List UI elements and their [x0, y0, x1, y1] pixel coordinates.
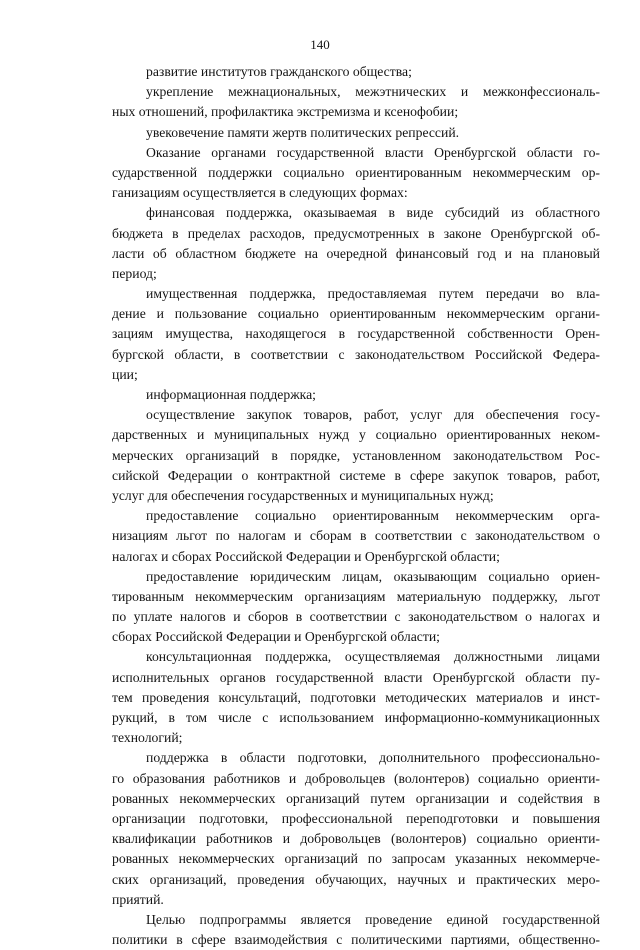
body-text [112, 62, 600, 950]
paragraph-line: рованных некоммерческих организаций по запросам указанных некоммерче- [112, 851, 600, 867]
paragraph [112, 405, 600, 506]
paragraph-line: Оказание органами государственной власти Оренбургской области го- [146, 144, 600, 160]
paragraph-line: информационная поддержка; [146, 387, 316, 402]
paragraph [112, 284, 600, 385]
paragraph-line: ганизациям осуществляется в следующих формах: [112, 185, 408, 201]
paragraph-line: период; [112, 265, 157, 281]
paragraph [112, 143, 600, 204]
paragraph-line: сударственной поддержки социально ориентированным некоммерческим ор- [112, 164, 600, 180]
paragraph-line: сийской Федерации о контрактной системе в сфере закупок товаров, работ, [112, 467, 600, 483]
paragraph-line: тем проведения консультаций, подготовки методических материалов и инст- [112, 689, 600, 705]
paragraph-line: укрепление межнациональных, межэтнических и межконфессиональ- [146, 84, 600, 100]
paragraph-line: Целью подпрограммы является проведение единой государственной [146, 911, 600, 927]
paragraph-line: предоставление социально ориентированным некоммерческим орга- [146, 508, 600, 524]
paragraph-line: го образования работников и добровольцев (волонтеров) социально ориенти- [112, 770, 600, 786]
paragraph-line: дение и пользование социально ориентированным некоммерческим органи- [112, 306, 600, 322]
paragraph-line: поддержка в области подготовки, дополнительного профессионально- [146, 750, 600, 766]
paragraph-line: налогах и сборах Российской Федерации и Оренбургской области; [112, 548, 500, 564]
paragraph-line: сборах Российской Федерации и Оренбургской области; [112, 629, 440, 645]
paragraph [112, 123, 600, 143]
paragraph-line: исполнительных органов государственной власти Оренбургской области пу- [112, 669, 600, 685]
paragraph-line: ных отношений, профилактика экстремизма и ксенофобии; [112, 104, 459, 120]
paragraph-line: бургской области, в соответствии с законодательством Российской Федера- [112, 346, 600, 362]
paragraph-line: политики в сфере взаимодействия с политическими партиями, общественно- [112, 932, 600, 948]
paragraph-line: приятий. [112, 891, 164, 907]
paragraph-line: по уплате налогов и сборов в соответствии с законодательством о налогах и [112, 609, 600, 625]
paragraph-line: технологий; [112, 730, 183, 746]
paragraph-line: осуществление закупок товаров, работ, услуг для обеспечения госу- [146, 407, 600, 423]
paragraph-line: консультационная поддержка, осуществляемая должностными лицами [146, 649, 600, 665]
paragraph-line: дарственных и муниципальных нужд у социально ориентированных неком- [112, 427, 600, 443]
paragraph-line: увековечение памяти жертв политических репрессий. [146, 124, 460, 140]
paragraph [112, 203, 600, 284]
paragraph-line: ции; [112, 366, 138, 382]
paragraph-line: финансовая поддержка, оказываемая в виде субсидий из областного [146, 205, 600, 221]
paragraph-line: ласти об областном бюджете на очередной финансовый год и на плановый [112, 245, 600, 261]
paragraph-line: низациям льгот по налогам и сборам в соответствии с законодательством о [112, 528, 600, 544]
paragraph-line: развитие институтов гражданского общества; [146, 64, 412, 79]
paragraph-line: зациям имущества, находящегося в государственной собственности Орен- [112, 326, 600, 342]
paragraph-line: бюджета в пределах расходов, предусмотренных в законе Оренбургской об- [112, 225, 600, 241]
paragraph [112, 567, 600, 648]
paragraph-line: тированным некоммерческим организациям материальную поддержку, льгот [112, 588, 600, 604]
paragraph-line: имущественная поддержка, предоставляемая путем передачи во вла- [146, 286, 600, 302]
paragraph-line: предоставление юридическим лицам, оказывающим социально ориен- [146, 568, 600, 584]
page-number: 140 [310, 37, 330, 52]
paragraph-line: рукций, в том числе с использованием информационно-коммуникационных [112, 710, 600, 725]
paragraph [112, 910, 600, 950]
paragraph-line: организации подготовки, профессиональной переподготовки и повышения [112, 810, 600, 826]
paragraph-line: рованных некоммерческих организаций путем организации и содействия в [112, 790, 600, 806]
paragraph [112, 385, 600, 405]
paragraph-line: мерческих организаций в порядке, установленном законодательством Рос- [112, 447, 600, 463]
paragraph [112, 748, 600, 910]
paragraph-line: квалификации работников и добровольцев (волонтеров) социально ориенти- [112, 831, 600, 847]
paragraph [112, 82, 600, 122]
paragraph-line: услуг для обеспечения государственных и муниципальных нужд; [112, 487, 494, 503]
paragraph [112, 506, 600, 567]
paragraph [112, 62, 600, 82]
paragraph-line: ских организаций, проведения обучающих, научных и практических меро- [112, 871, 600, 887]
paragraph [112, 647, 600, 748]
